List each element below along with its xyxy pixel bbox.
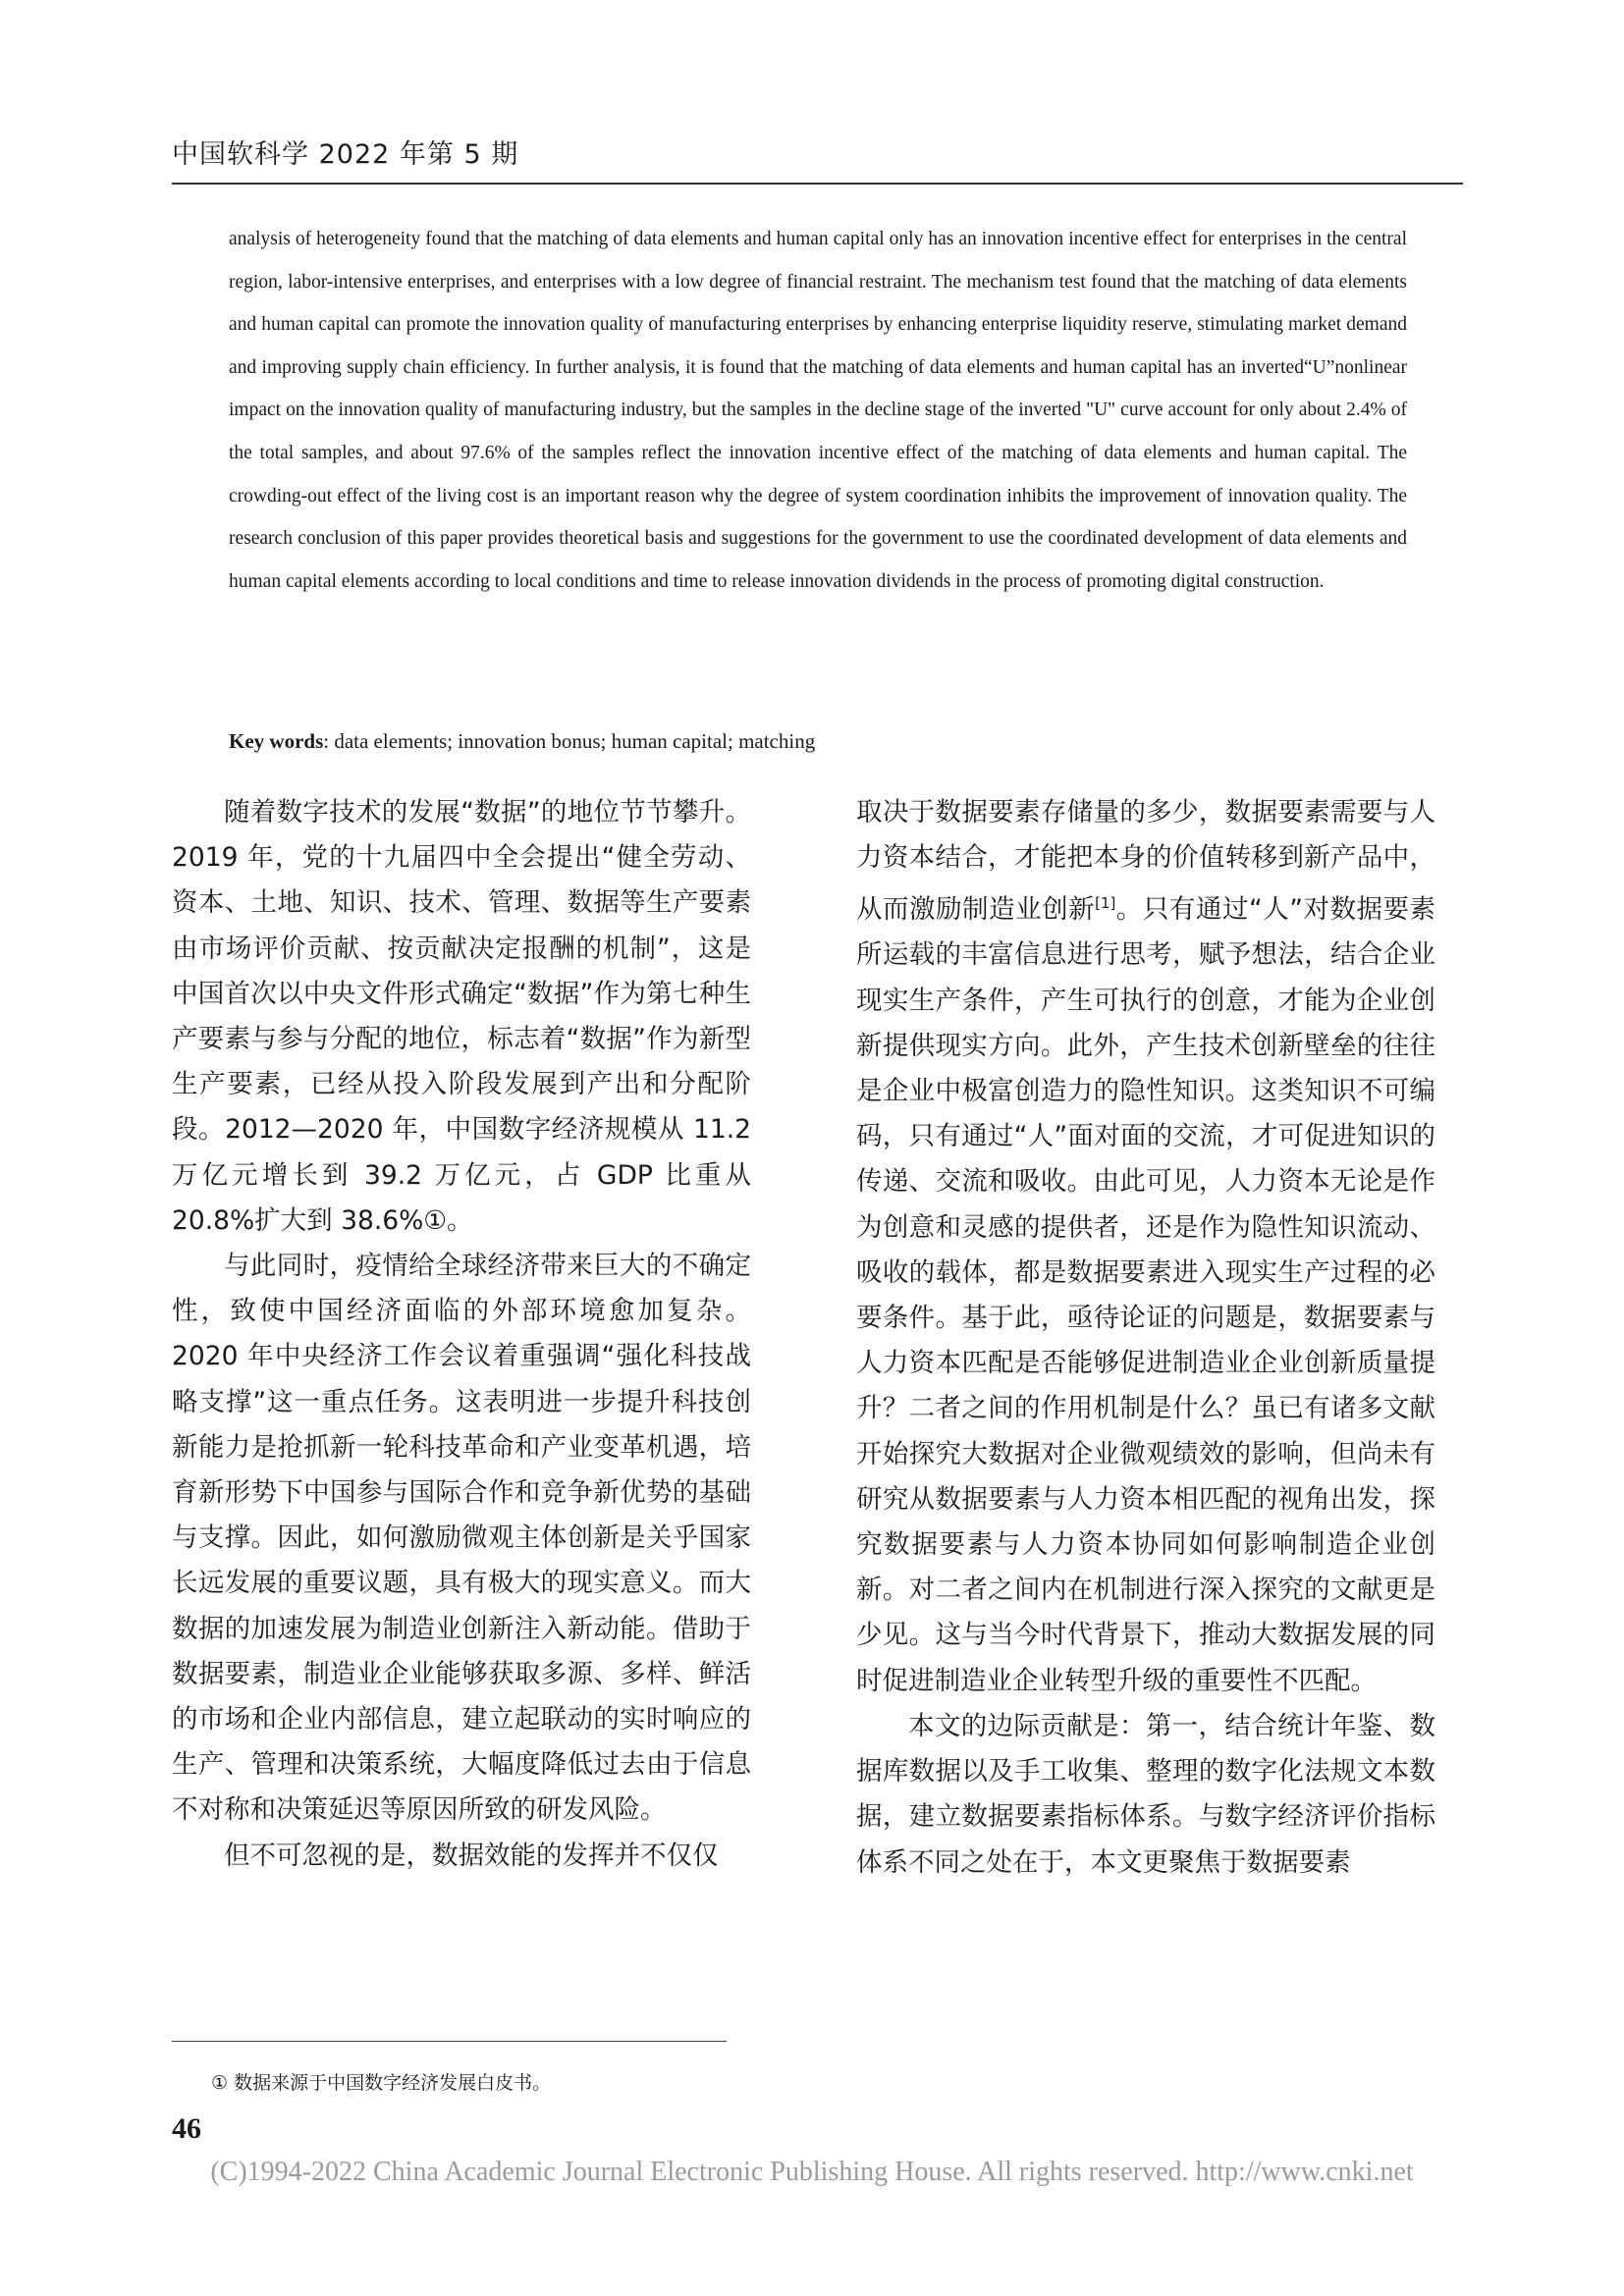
footnote-rule: [172, 2041, 727, 2042]
paragraph: 本文的边际贡献是：第一，结合统计年鉴、数据库数据以及手工收集、整理的数字化法规文本数据，建立数据要素指标体系。与数字经济评价指标体系不同之处在于，本文更聚焦于数据要素: [856, 1710, 1435, 1878]
header-rule: [172, 183, 1463, 185]
keywords-line: [229, 729, 815, 754]
copyright-watermark: (C)1994-2022 China Academic Journal Electronic Publishing House. All rights reserved. http://www.cnki.net: [210, 2157, 1414, 2187]
journal-header: 中国软科学 2022 年第 5 期: [172, 139, 519, 170]
paragraph-text: 取决于数据要素存储量的多少，数据要素需要与人力资本结合，才能把本身的价值转移到新产品中，从而激励制造业创新: [856, 797, 1435, 926]
page-number: 46: [172, 2112, 201, 2145]
paragraph: 随着数字技术的发展“数据”的地位节节攀升。2019 年，党的十九届四中全会提出“健全劳动、资本、土地、知识、技术、管理、数据等生产要素由市场评价贡献、按贡献决定报酬的机制”，这是中国首次以中央文件形式确定“数据”作为第七种生产要素与参与分配的地位，标志着“数据”作为新型生产要素，已经从投入阶段发展到产出和分配阶段。2012—2020 年，中国数字经济规模从 11.2 万亿元增长到 39.2 万亿元，占 GDP 比重从 20.8%扩大到 38.6%①。: [172, 797, 751, 1236]
paragraph-continued: [856, 790, 1435, 1704]
english-abstract: [229, 218, 1407, 603]
paragraph: 与此同时，疫情给全球经济带来巨大的不确定性，致使中国经济面临的外部环境愈加复杂。2020 年中央经济工作会议着重强调“强化科技战略支撑”这一重点任务。这表明进一步提升科技创新能力是抢抓新一轮科技革命和产业变革机遇，培育新形势下中国参与国际合作和竞争新优势的基础与支撑。因此，如何激励微观主体创新是关乎国家长远发展的重要议题，具有极大的现实意义。而大数据的加速发展为制造业创新注入新动能。借助于数据要素，制造业企业能够获取多源、多样、鲜活的市场和企业内部信息，建立起联动的实时响应的生产、管理和决策系统，大幅度降低过去由于信息不对称和决策延迟等原因所致的研发风险。: [172, 1251, 751, 1826]
keywords-label: Key words: [229, 729, 324, 753]
footnote: ① 数据来源于中国数字经济发展白皮书。: [211, 2072, 552, 2094]
paragraph: 但不可忽视的是，数据效能的发挥并不仅仅: [224, 1840, 719, 1871]
body-column-right: [856, 790, 1435, 1886]
paragraph-text: 。只有通过“人”对数据要素所运载的丰富信息进行思考，赋予想法，结合企业现实生产条件，产生可执行的创意，才能为企业创新提供现实方向。此外，产生技术创新壁垒的往往是企业中极富创造力的隐性知识。这类知识不可编码，只有通过“人”面对面的交流，才可促进知识的传递、交流和吸收。由此可见，人力资本无论是作为创意和灵感的提供者，还是作为隐性知识流动、吸收的载体，都是数据要素进入现实生产过程的必要条件。基于此，亟待论证的问题是，数据要素与人力资本匹配是否能够促进制造业企业创新质量提升？二者之间的作用机制是什么？虽已有诸多文献开始探究大数据对企业微观绩效的影响，但尚未有研究从数据要素与人力资本相匹配的视角出发，探究数据要素与人力资本协同如何影响制造企业创新。对二者之间内在机制进行深入探究的文献更是少见。这与当今时代背景下，推动大数据发展的同时促进制造业企业转型升级的重要性不匹配。: [856, 894, 1435, 1696]
citation-ref[interactable]: [1]: [1095, 894, 1116, 913]
abstract-text: analysis of heterogeneity found that the matching of data elements and human capital only has an innovation incentive effect for enterprises in the central region, labor-intensive enterprises, and enterprises with a low degree of financial restraint. The mechanism test found that the matching of data elements and human capital can promote the innovation quality of manufacturing enterprises by enhancing enterprise liquidity reserve, stimulating market demand and improving supply chain efficiency. In further analysis, it is found that the matching of data elements and human capital has an inverted“U”nonlinear impact on the innovation quality of manufacturing industry, but the samples in the decline stage of the inverted "U" curve account for only about 2.4% of the total samples, and about 97.6% of the samples reflect the innovation incentive effect of the matching of data elements and human capital. The crowding-out effect of the living cost is an important reason why the degree of system coordination inhibits the improvement of innovation quality. The research conclusion of this paper provides theoretical basis and suggestions for the government to use the coordinated development of data elements and human capital elements according to local conditions and time to release innovation dividends in the process of promoting digital construction.: [229, 229, 1407, 592]
keywords-text: : data elements; innovation bonus; human capital; matching: [323, 729, 816, 753]
body-column-left: [172, 790, 751, 1879]
